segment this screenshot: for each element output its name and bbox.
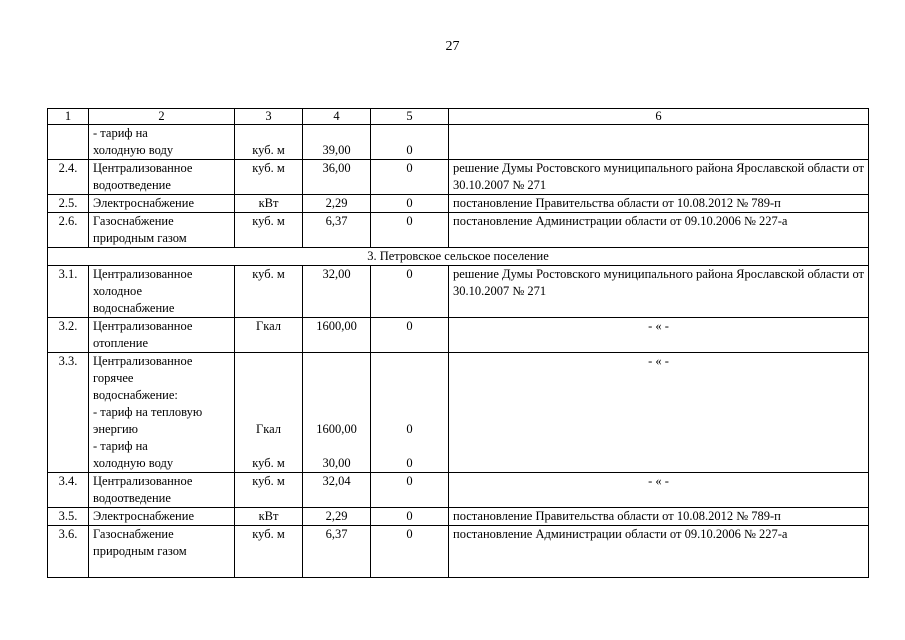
price-text bbox=[307, 125, 366, 142]
unit-text: Гкал bbox=[255, 422, 281, 436]
service-text: Централизованное bbox=[93, 161, 193, 175]
price-cell bbox=[303, 160, 371, 195]
row-number: 3.5. bbox=[58, 509, 78, 523]
price-text bbox=[307, 387, 366, 404]
increase-text: 0 bbox=[406, 143, 413, 157]
unit-cell bbox=[235, 213, 303, 248]
service-text: Электроснабжение bbox=[93, 196, 194, 210]
service-text: природным газом bbox=[93, 544, 187, 558]
basis-cell bbox=[449, 266, 869, 318]
service-cell bbox=[89, 508, 235, 526]
column-header: 5 bbox=[371, 109, 449, 125]
tariff-table bbox=[47, 108, 869, 578]
service-text: - тариф на bbox=[93, 126, 148, 140]
header-row bbox=[48, 109, 869, 125]
unit-text: куб. м bbox=[252, 474, 285, 488]
unit-text bbox=[239, 353, 298, 370]
service-text: Централизованное bbox=[93, 267, 193, 281]
basis-cell bbox=[449, 508, 869, 526]
basis-text: - « - bbox=[648, 354, 669, 368]
service-text: энергию bbox=[93, 422, 139, 436]
basis-cell bbox=[449, 195, 869, 213]
price-cell bbox=[303, 213, 371, 248]
unit-text bbox=[239, 370, 298, 387]
unit-text bbox=[239, 387, 298, 404]
price-text: 1600,00 bbox=[316, 319, 357, 333]
column-header: 6 bbox=[449, 109, 869, 125]
row-number-cell bbox=[48, 160, 89, 195]
increase-cell bbox=[371, 353, 449, 473]
row-number-cell bbox=[48, 266, 89, 318]
increase-text: 0 bbox=[406, 214, 413, 228]
service-cell bbox=[89, 526, 235, 578]
increase-cell bbox=[371, 526, 449, 578]
row-number-cell bbox=[48, 508, 89, 526]
service-text: Электроснабжение bbox=[93, 509, 194, 523]
service-cell bbox=[89, 318, 235, 353]
table-row bbox=[48, 160, 869, 195]
price-text: 32,00 bbox=[322, 267, 351, 281]
unit-cell bbox=[235, 125, 303, 160]
service-text: Централизованное bbox=[93, 474, 193, 488]
price-text bbox=[307, 438, 366, 455]
price-cell bbox=[303, 125, 371, 160]
row-number-cell bbox=[48, 318, 89, 353]
price-text: 30,00 bbox=[322, 456, 351, 470]
price-text: 1600,00 bbox=[316, 422, 357, 436]
price-text: 6,37 bbox=[325, 527, 348, 541]
column-header: 2 bbox=[89, 109, 235, 125]
increase-cell bbox=[371, 473, 449, 508]
unit-cell bbox=[235, 526, 303, 578]
unit-text: куб. м bbox=[252, 456, 285, 470]
increase-text: 0 bbox=[406, 474, 413, 488]
service-cell bbox=[89, 160, 235, 195]
price-text: 2,29 bbox=[325, 196, 348, 210]
row-number: 3.2. bbox=[58, 319, 78, 333]
service-text: отопление bbox=[93, 336, 149, 350]
basis-text: постановление Правительства области от 10.08.2012 № 789-п bbox=[453, 509, 781, 523]
increase-text: 0 bbox=[406, 456, 413, 470]
table-row bbox=[48, 508, 869, 526]
blank-line bbox=[93, 560, 230, 577]
increase-text bbox=[375, 387, 444, 404]
basis-text: - « - bbox=[648, 319, 669, 333]
increase-text: 0 bbox=[406, 161, 413, 175]
unit-text: Гкал bbox=[255, 319, 281, 333]
unit-cell bbox=[235, 473, 303, 508]
table-row bbox=[48, 318, 869, 353]
section-row bbox=[48, 248, 869, 266]
service-cell bbox=[89, 213, 235, 248]
increase-text: 0 bbox=[406, 422, 413, 436]
price-cell bbox=[303, 473, 371, 508]
column-header: 3 bbox=[235, 109, 303, 125]
service-text: холодное bbox=[93, 284, 142, 298]
service-cell bbox=[89, 473, 235, 508]
unit-text bbox=[239, 404, 298, 421]
service-text: - тариф на тепловую bbox=[93, 405, 203, 419]
service-text: холодную воду bbox=[93, 143, 174, 157]
row-number: 3.3. bbox=[58, 354, 78, 368]
row-number-cell bbox=[48, 213, 89, 248]
unit-text bbox=[239, 438, 298, 455]
increase-cell bbox=[371, 125, 449, 160]
price-cell bbox=[303, 508, 371, 526]
service-cell bbox=[89, 125, 235, 160]
unit-text: куб. м bbox=[252, 143, 285, 157]
unit-text: кВт bbox=[258, 196, 279, 210]
increase-cell bbox=[371, 318, 449, 353]
price-text: 32,04 bbox=[322, 474, 351, 488]
increase-cell bbox=[371, 195, 449, 213]
column-header: 4 bbox=[303, 109, 371, 125]
unit-text: куб. м bbox=[252, 527, 285, 541]
increase-cell bbox=[371, 213, 449, 248]
basis-cell bbox=[449, 160, 869, 195]
unit-text: куб. м bbox=[252, 267, 285, 281]
price-text: 6,37 bbox=[325, 214, 348, 228]
service-text: Газоснабжение bbox=[93, 214, 174, 228]
price-cell bbox=[303, 195, 371, 213]
table-row bbox=[48, 353, 869, 473]
basis-text: - « - bbox=[648, 474, 669, 488]
increase-text bbox=[375, 353, 444, 370]
row-number: 3.6. bbox=[58, 527, 78, 541]
service-text: водоснабжение: bbox=[93, 388, 178, 402]
basis-cell bbox=[449, 318, 869, 353]
unit-text: куб. м bbox=[252, 214, 285, 228]
increase-text bbox=[375, 125, 444, 142]
service-text: водоснабжение bbox=[93, 301, 175, 315]
basis-cell bbox=[449, 526, 869, 578]
increase-text: 0 bbox=[406, 527, 413, 541]
unit-text: кВт bbox=[258, 509, 279, 523]
basis-text: постановление Правительства области от 10.08.2012 № 789-п bbox=[453, 196, 781, 210]
service-cell bbox=[89, 266, 235, 318]
increase-text bbox=[375, 370, 444, 387]
price-text bbox=[307, 370, 366, 387]
basis-text: постановление Администрации области от 09.10.2006 № 227-а bbox=[453, 527, 788, 541]
price-text: 36,00 bbox=[322, 161, 351, 175]
row-number: 2.4. bbox=[58, 161, 78, 175]
basis-cell bbox=[449, 353, 869, 473]
row-number-cell bbox=[48, 125, 89, 160]
price-text bbox=[307, 353, 366, 370]
increase-text bbox=[375, 438, 444, 455]
row-number: 3.4. bbox=[58, 474, 78, 488]
service-text: горячее bbox=[93, 371, 134, 385]
price-text: 39,00 bbox=[322, 143, 351, 157]
service-text: водоотведение bbox=[93, 178, 171, 192]
basis-text: постановление Администрации области от 09.10.2006 № 227-а bbox=[453, 214, 788, 228]
unit-cell bbox=[235, 266, 303, 318]
price-cell bbox=[303, 353, 371, 473]
price-cell bbox=[303, 318, 371, 353]
service-text: водоотведение bbox=[93, 491, 171, 505]
increase-text: 0 bbox=[406, 196, 413, 210]
row-number-cell bbox=[48, 526, 89, 578]
service-text: холодную воду bbox=[93, 456, 174, 470]
unit-cell bbox=[235, 195, 303, 213]
row-number-cell bbox=[48, 473, 89, 508]
price-text bbox=[307, 404, 366, 421]
unit-cell bbox=[235, 353, 303, 473]
section-title: 3. Петровское сельское поселение bbox=[48, 248, 869, 266]
row-number: 2.5. bbox=[58, 196, 78, 210]
price-text: 2,29 bbox=[325, 509, 348, 523]
table-row bbox=[48, 526, 869, 578]
service-text: Централизованное bbox=[93, 354, 193, 368]
row-number: 2.6. bbox=[58, 214, 78, 228]
table-row bbox=[48, 213, 869, 248]
increase-text: 0 bbox=[406, 509, 413, 523]
row-number-cell bbox=[48, 195, 89, 213]
service-cell bbox=[89, 353, 235, 473]
tariff-table-body bbox=[48, 109, 869, 578]
unit-text: куб. м bbox=[252, 161, 285, 175]
service-text: Централизованное bbox=[93, 319, 193, 333]
column-header: 1 bbox=[48, 109, 89, 125]
increase-text bbox=[375, 404, 444, 421]
basis-text: решение Думы Ростовского муниципального района Ярославской области от 30.10.2007 № 271 bbox=[453, 161, 864, 192]
unit-cell bbox=[235, 318, 303, 353]
price-cell bbox=[303, 526, 371, 578]
row-number-cell bbox=[48, 353, 89, 473]
unit-text bbox=[239, 125, 298, 142]
basis-cell bbox=[449, 125, 869, 160]
increase-cell bbox=[371, 508, 449, 526]
price-cell bbox=[303, 266, 371, 318]
table-row bbox=[48, 473, 869, 508]
row-number: 3.1. bbox=[58, 267, 78, 281]
increase-text: 0 bbox=[406, 319, 413, 333]
basis-cell bbox=[449, 213, 869, 248]
table-row bbox=[48, 195, 869, 213]
table-row bbox=[48, 266, 869, 318]
basis-text: решение Думы Ростовского муниципального района Ярославской области от 30.10.2007 № 271 bbox=[453, 267, 864, 298]
table-row bbox=[48, 125, 869, 160]
unit-cell bbox=[235, 160, 303, 195]
basis-cell bbox=[449, 473, 869, 508]
service-text: природным газом bbox=[93, 231, 187, 245]
service-text: - тариф на bbox=[93, 439, 148, 453]
page-number: 27 bbox=[445, 39, 460, 54]
increase-cell bbox=[371, 266, 449, 318]
unit-cell bbox=[235, 508, 303, 526]
service-cell bbox=[89, 195, 235, 213]
increase-cell bbox=[371, 160, 449, 195]
service-text: Газоснабжение bbox=[93, 527, 174, 541]
increase-text: 0 bbox=[406, 267, 413, 281]
